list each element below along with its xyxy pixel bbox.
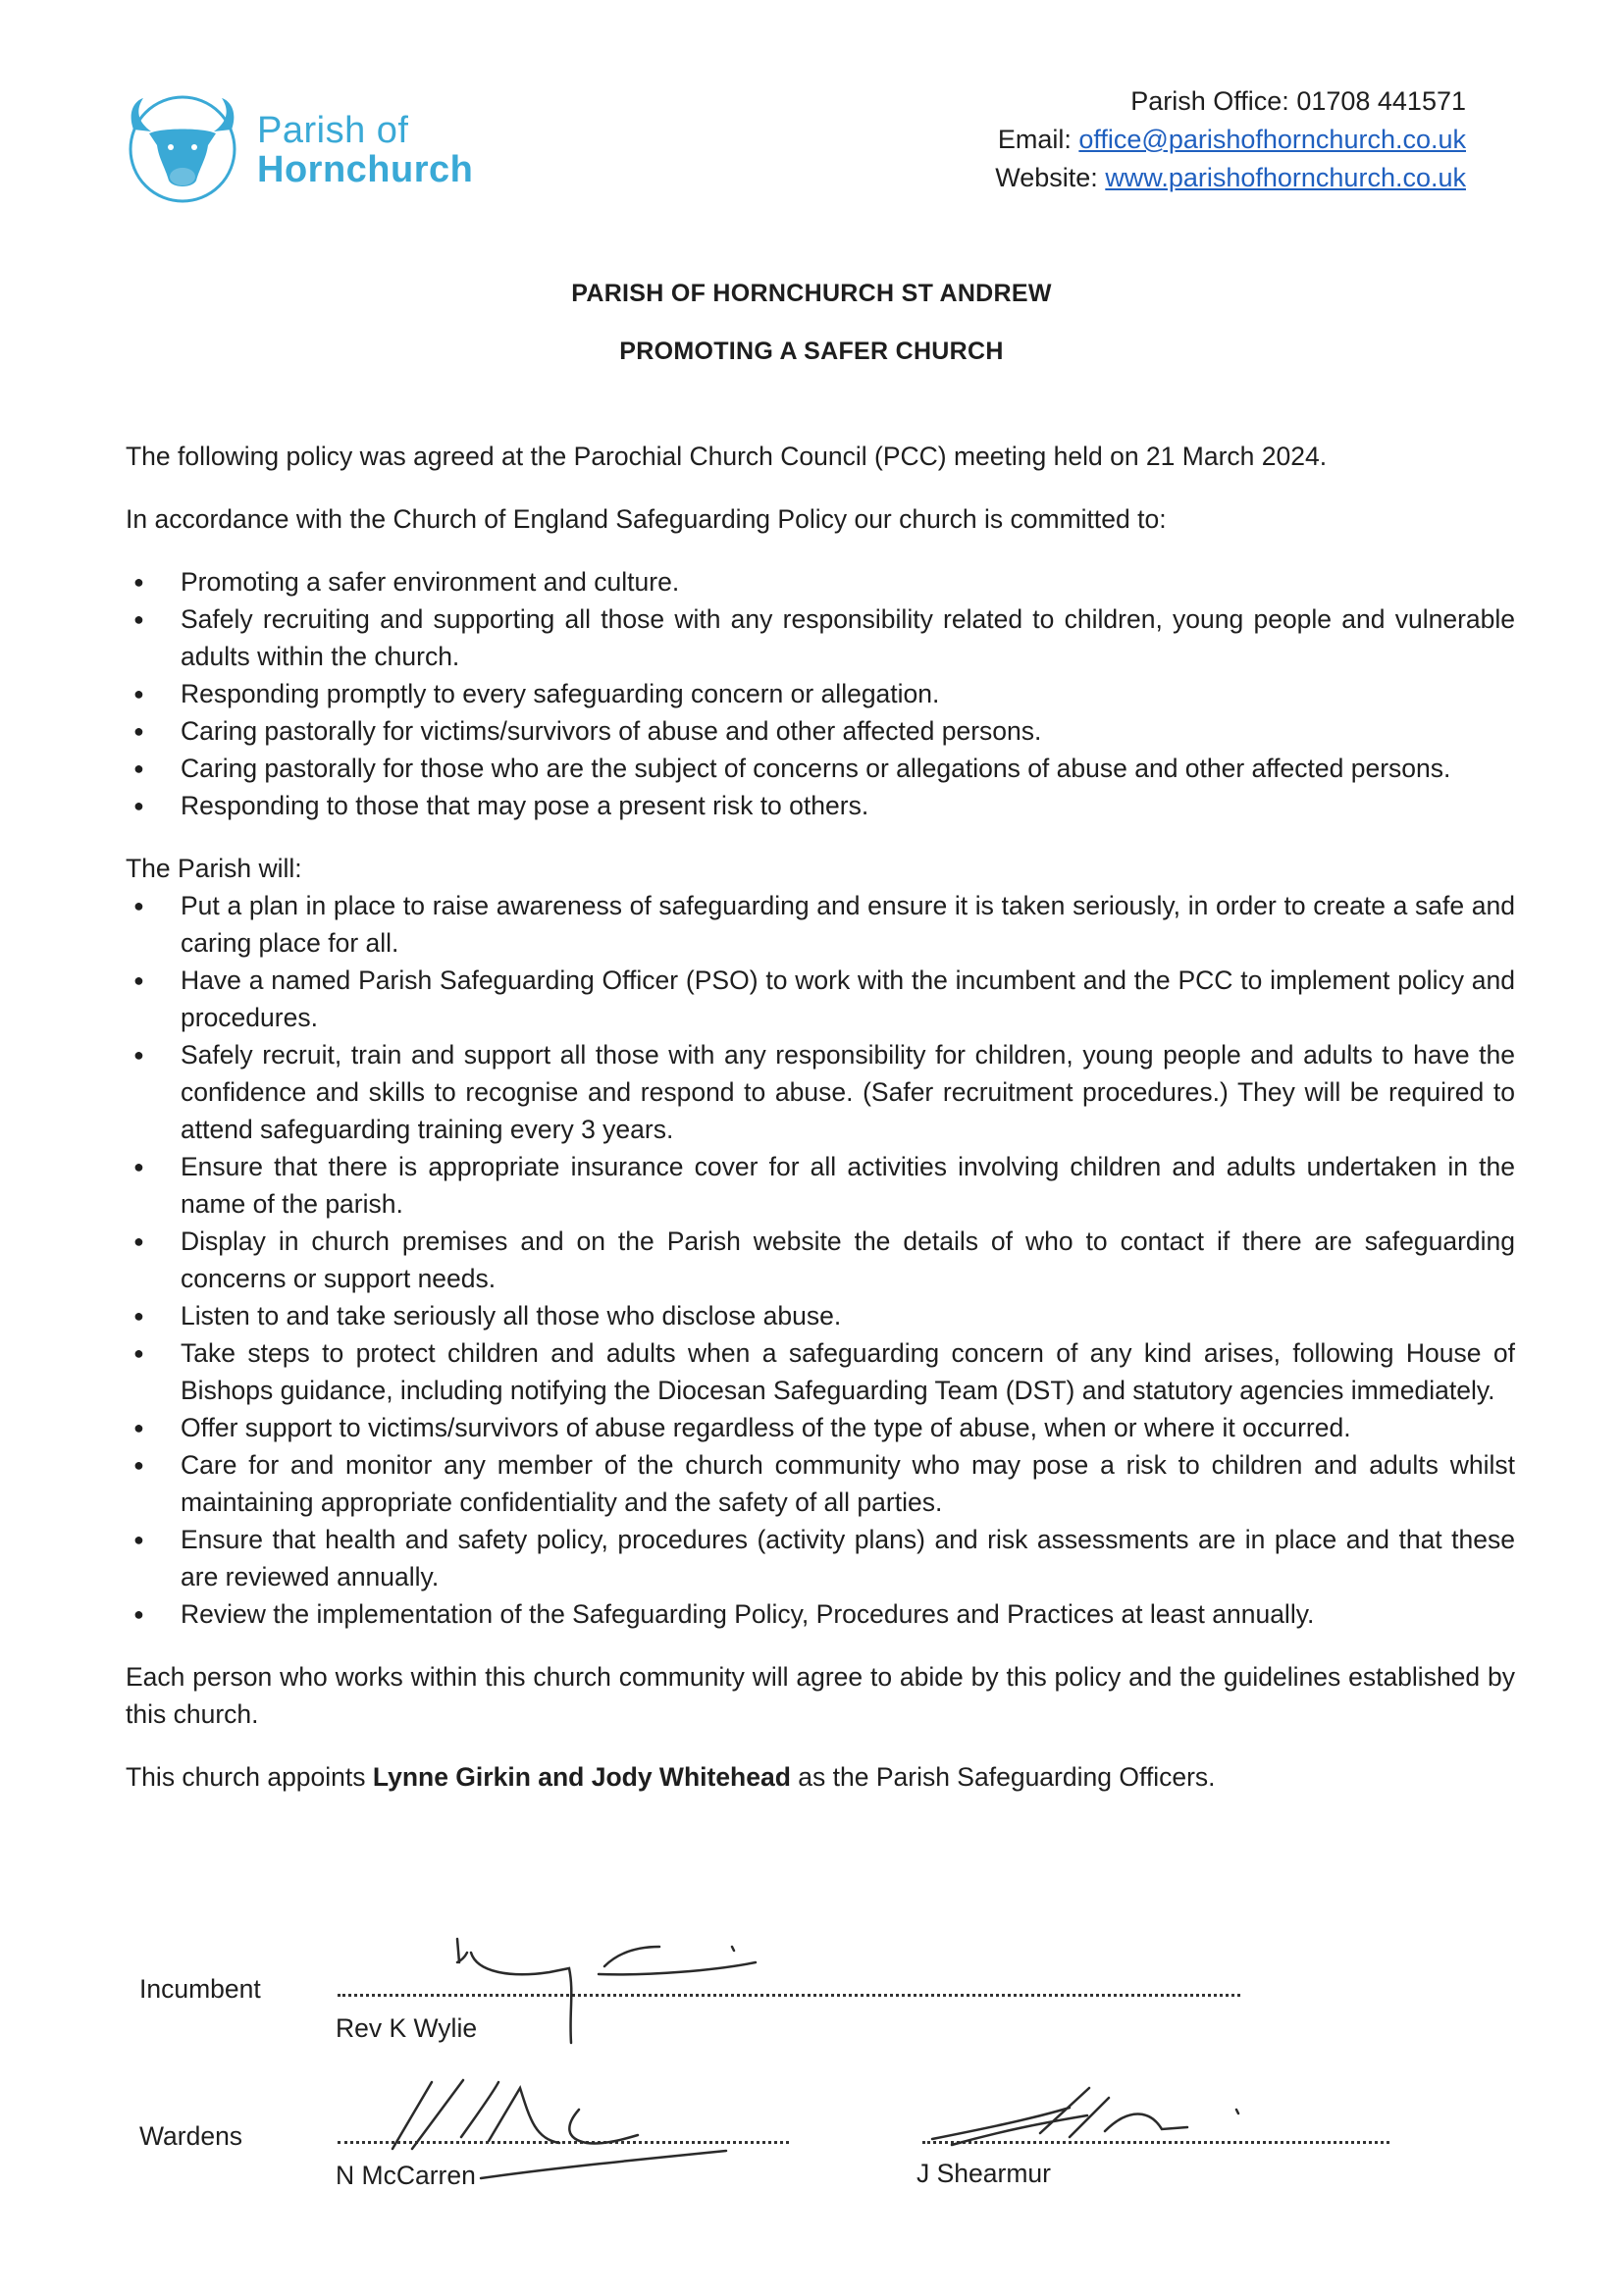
pso-names: Lynne Girkin and Jody Whitehead (372, 1762, 791, 1792)
list-item: ● Ensure that health and safety policy, procedures (activity plans) and risk assessments are in place and that these are reviewed annually. (126, 1521, 1515, 1595)
commitment-intro: In accordance with the Church of England Safeguarding Policy our church is committed to: (126, 504, 1167, 534)
list-item: ● Put a plan in place to raise awareness of safeguarding and ensure it is taken seriously, in order to create a safe and caring place for all. (126, 887, 1515, 962)
list-item: ● Caring pastorally for those who are the subject of concerns or allegations of abuse and other affected persons. (126, 750, 1515, 787)
bullet-icon: ● (133, 572, 144, 592)
bullet-icon: ● (133, 970, 144, 990)
parish-will-list (126, 887, 1515, 1633)
warden2-signature (922, 2080, 1256, 2168)
list-item: ● Caring pastorally for victims/survivors of abuse and other affected persons. (126, 712, 1515, 750)
list-item: ● Ensure that there is appropriate insurance cover for all activities involving children and adults undertaken in the name of the parish. (126, 1148, 1515, 1223)
office-line (995, 82, 1466, 121)
policy-body (126, 438, 1515, 1796)
email-link[interactable]: office@parishofhornchurch.co.uk (1078, 125, 1466, 154)
bullet-icon: ● (133, 1045, 144, 1065)
list-item: ● Listen to and take seriously all those who disclose abuse. (126, 1297, 1515, 1334)
website-label: Website: (995, 163, 1098, 192)
intro-paragraph: The following policy was agreed at the Parochial Church Council (PCC) meeting held on 21 March 2024. (126, 442, 1328, 471)
incumbent-label: Incumbent (139, 1974, 261, 2004)
bullet-icon: ● (133, 796, 144, 815)
logo-line-hornchurch: Hornchurch (257, 148, 474, 190)
list-item: ● Offer support to victims/survivors of abuse regardless of the type of abuse, when or where it occurred. (126, 1409, 1515, 1446)
bullet-icon: ● (133, 721, 144, 741)
office-phone: 01708 441571 (1296, 86, 1466, 116)
list-item: ● Safely recruiting and supporting all those with any responsibility related to children, young people and vulnerable adults within the church. (126, 600, 1515, 675)
document-title: PARISH OF HORNCHURCH ST ANDREW (571, 280, 1052, 307)
bullet-icon: ● (133, 1530, 144, 1549)
website-link[interactable]: www.parishofhornchurch.co.uk (1105, 163, 1466, 192)
list-item: ● Care for and monitor any member of the church community who may pose a risk to children and adults whilst maintaining appropriate confidentiality and the safety of all parties. (126, 1446, 1515, 1521)
wardens-label: Wardens (139, 2121, 243, 2151)
list-item: ● Safely recruit, train and support all those with any responsibility for children, young people and adults to have the confidence and skills to recognise and respond to abuse. (Safer recruitment procedures.) They will be required to attend safeguarding training every 3 years. (126, 1036, 1515, 1148)
bullet-icon: ● (133, 896, 144, 915)
list-item: ● Promoting a safer environment and culture. (126, 563, 1515, 600)
bullet-icon: ● (133, 758, 144, 778)
appointment-paragraph: This church appoints Lynne Girkin and Jody Whitehead as the Parish Safeguarding Officers. (126, 1762, 1216, 1792)
incumbent-name: Rev K Wylie (336, 2013, 478, 2043)
parish-will-heading: The Parish will: (126, 854, 302, 883)
bullet-icon: ● (133, 684, 144, 704)
incumbent-signature (432, 1933, 785, 2051)
bullet-icon: ● (133, 609, 144, 629)
list-item: ● Have a named Parish Safeguarding Officer (PSO) to work with the incumbent and the PCC to implement policy and procedures. (126, 962, 1515, 1036)
bullet-icon: ● (133, 1604, 144, 1624)
list-item: ● Review the implementation of the Safeguarding Policy, Procedures and Practices at least annually. (126, 1595, 1515, 1633)
closing-paragraph: Each person who works within this church community will agree to abide by this policy and the guidelines established by this church. (126, 1662, 1515, 1729)
bull-icon (122, 90, 249, 218)
logo-line-parish-of: Parish of (257, 110, 409, 151)
bullet-icon: ● (133, 1418, 144, 1437)
list-item: ● Display in church premises and on the Parish website the details of who to contact if there are safeguarding concerns or support needs. (126, 1223, 1515, 1297)
contact-block (995, 82, 1466, 197)
document-subtitle: PROMOTING A SAFER CHURCH (619, 338, 1004, 365)
bullet-icon: ● (133, 1455, 144, 1475)
bullet-icon: ● (133, 1306, 144, 1326)
bullet-icon: ● (133, 1343, 144, 1363)
warden1-name: N McCarren (336, 2161, 476, 2190)
bullet-icon: ● (133, 1157, 144, 1176)
commitments-list (126, 563, 1515, 824)
list-item: ● Responding promptly to every safeguarding concern or allegation. (126, 675, 1515, 712)
email-line (995, 121, 1466, 159)
warden2-name: J Shearmur (916, 2159, 1051, 2188)
email-label: Email: (997, 125, 1072, 154)
parish-logo (122, 90, 475, 218)
warden1-signature (373, 2070, 746, 2188)
title-block (0, 280, 1623, 366)
office-label: Parish Office: (1130, 86, 1289, 116)
list-item: ● Responding to those that may pose a present risk to others. (126, 787, 1515, 824)
bullet-icon: ● (133, 1231, 144, 1251)
list-item: ● Take steps to protect children and adults when a safeguarding concern of any kind arises, following House of Bishops guidance, including notifying the Diocesan Safeguarding Team (DST) and statutory agencies immediately. (126, 1334, 1515, 1409)
website-line (995, 159, 1466, 197)
